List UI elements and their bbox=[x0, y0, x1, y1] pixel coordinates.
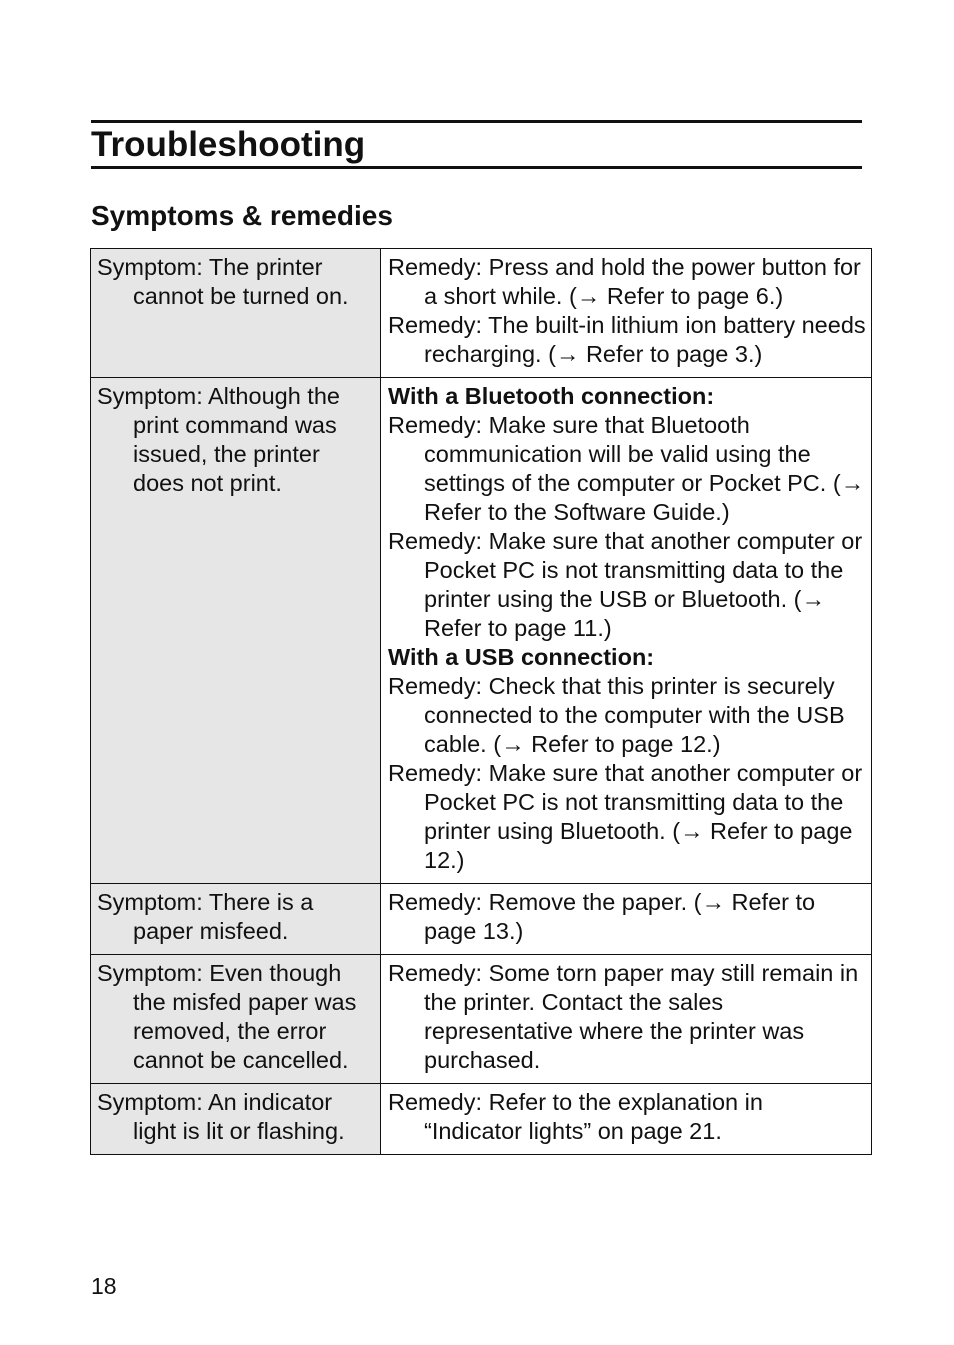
table-row bbox=[91, 884, 872, 955]
remedy-cell bbox=[381, 884, 872, 955]
symptom-cell bbox=[91, 955, 381, 1084]
remedy-text: Remedy: Check that this printer is securely connected to the computer with the USB cable. (→ Refer to page 12.) bbox=[388, 673, 845, 757]
remedy-cell bbox=[381, 955, 872, 1084]
remedy-text: Remedy: The built-in lithium ion battery needs recharging. (→ Refer to page 3.) bbox=[388, 312, 866, 367]
table-row bbox=[91, 249, 872, 378]
table-body bbox=[91, 249, 872, 1155]
page-number: 18 bbox=[91, 1273, 117, 1299]
symptom-cell bbox=[91, 249, 381, 378]
symptom-text: Symptom: Although the print command was issued, the printer does not print. bbox=[97, 383, 340, 496]
symptom-cell bbox=[91, 1084, 381, 1155]
remedy-text: Remedy: Make sure that another computer or Pocket PC is not transmitting data to the printer using Bluetooth. (→ Refer to page 12.) bbox=[388, 760, 863, 873]
symptom-text: Symptom: An indicator light is lit or flashing. bbox=[97, 1089, 345, 1144]
remedy-text: Remedy: Make sure that Bluetooth communication will be valid using the settings of the computer or Pocket PC. (→ Refer to the Software Guide.) bbox=[388, 412, 865, 525]
page-title-rule-box bbox=[91, 120, 862, 169]
symptom-text: Symptom: Even though the misfed paper was removed, the error cannot be cancelled. bbox=[97, 960, 357, 1073]
symptom-text: Symptom: There is a paper misfeed. bbox=[97, 889, 314, 944]
bluetooth-connection-heading: With a Bluetooth connection: bbox=[388, 383, 715, 409]
remedy-cell bbox=[381, 1084, 872, 1155]
remedy-text: Remedy: Some torn paper may still remain in the printer. Contact the sales representative where the printer was purchased. bbox=[388, 960, 859, 1073]
remedy-text: Remedy: Refer to the explanation in “Indicator lights” on page 21. bbox=[388, 1089, 763, 1144]
page-title: Troubleshooting bbox=[91, 125, 366, 164]
remedy-text: Remedy: Make sure that another computer or Pocket PC is not transmitting data to the printer using the USB or Bluetooth. (→ Refer to page 11.) bbox=[388, 528, 863, 641]
section-title: Symptoms & remedies bbox=[91, 200, 393, 231]
symptom-cell bbox=[91, 884, 381, 955]
remedy-text: Remedy: Press and hold the power button for a short while. (→ Refer to page 6.) bbox=[388, 254, 861, 309]
symptoms-remedies-table bbox=[90, 248, 872, 1155]
remedy-cell bbox=[381, 378, 872, 884]
table-row bbox=[91, 378, 872, 884]
symptom-text: Symptom: The printer cannot be turned on. bbox=[97, 254, 349, 309]
table-row bbox=[91, 955, 872, 1084]
usb-connection-heading: With a USB connection: bbox=[388, 644, 655, 670]
remedy-text: Remedy: Remove the paper. (→ Refer to page 13.) bbox=[388, 889, 816, 944]
table-row bbox=[91, 1084, 872, 1155]
symptom-cell bbox=[91, 378, 381, 884]
remedy-cell bbox=[381, 249, 872, 378]
